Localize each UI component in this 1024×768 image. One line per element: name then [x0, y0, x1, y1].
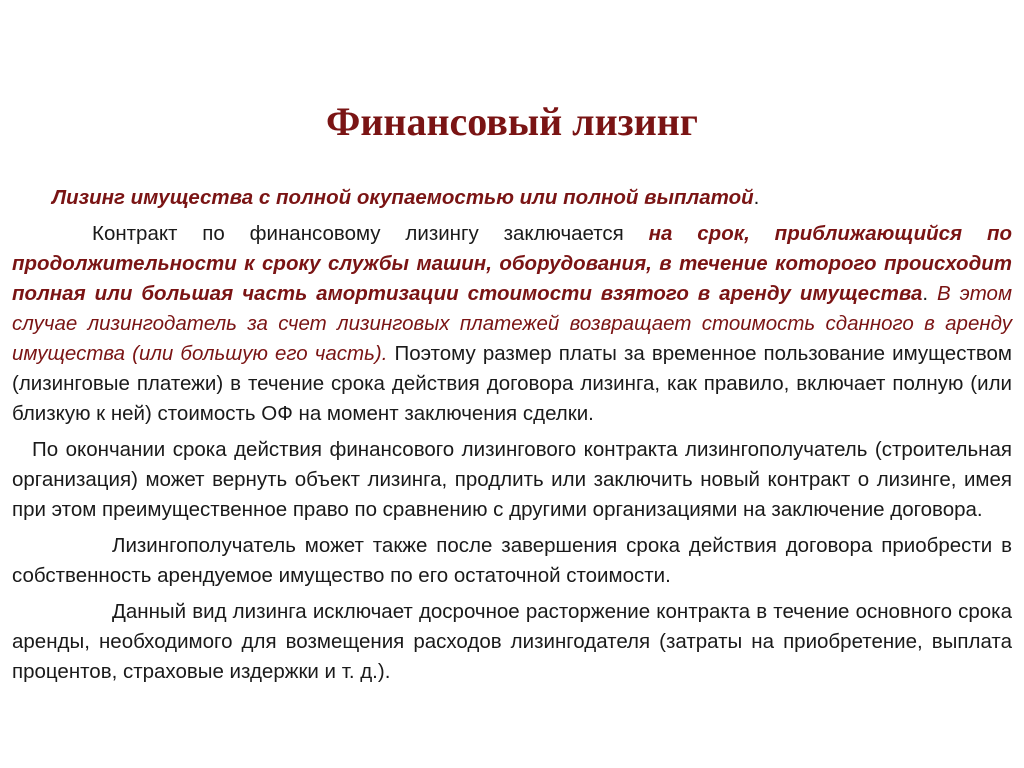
- slide-subtitle: [12, 183, 1012, 213]
- paragraph-purchase: Лизингополучатель может также после завершения срока действия договора приобрести в собственность арендуемое имущество по его остаточной стоимости.: [12, 534, 1012, 587]
- slide-body: [12, 183, 1012, 687]
- slide-title: Финансовый лизинг: [326, 99, 698, 144]
- paragraph-contract-part1: Контракт по финансовому лизингу заключается: [92, 222, 649, 245]
- paragraph-contract-part2: .: [922, 282, 938, 305]
- paragraph-contract: [12, 219, 1012, 429]
- paragraph-contract-emphasis: на срок, приближающийся по продолжительности к сроку службы машин, оборудования, в течение которого происходит полная или большая часть амортизации стоимости взятого в аренду имущества: [12, 222, 1013, 305]
- paragraph-no-early-termination: Данный вид лизинга исключает досрочное расторжение контракта в течение основного срока аренды, необходимого для возмещения расходов лизингодателя (затраты на приобретение, выплата процентов, страховые издержки и т. д.).: [12, 600, 1012, 683]
- subtitle-period: .: [753, 186, 760, 209]
- paragraph-contract-italic: В этом случае лизингодатель за счет лизинговых платежей возвращает стоимость сданного в аренду имущества (или большую его часть).: [12, 282, 1013, 365]
- paragraph-end-of-term: По окончании срока действия финансового лизингового контракта лизингополучатель (строительная организация) может вернуть объект лизинга, продлить или заключить новый контракт о лизинге, имея при этом преимущественное право по сравнению с другими организациями на заключение договора.: [12, 438, 1012, 521]
- subtitle-text: Лизинг имущества с полной окупаемостью или полной выплатой: [52, 186, 754, 209]
- paragraph-contract-part3: Поэтому размер платы за временное пользование имуществом (лизинговые платежи) в течение срока действия договора лизинга, как правило, включает полную (или близкую к ней) стоимость ОФ на момент заключения сделки.: [12, 342, 1012, 425]
